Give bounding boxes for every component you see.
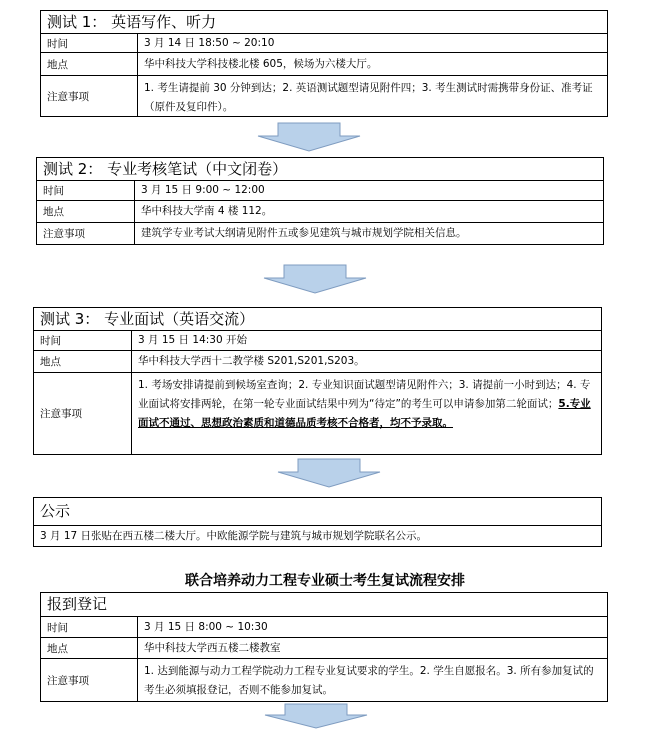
place-label: 地点 bbox=[37, 201, 135, 222]
registration-notes: 1. 达到能源与动力工程学院动力工程专业复试要求的学生。2. 学生自愿报名。3. 所有参加复试的考生必须填报登记，否则不能参加复试。 bbox=[144, 665, 594, 696]
test-2-notes: 建筑学专业考试大纲请见附件五或参见建筑与城市规划学院相关信息。 bbox=[141, 227, 467, 239]
test-2-place: 华中科技大学南 4 楼 112。 bbox=[141, 205, 273, 217]
time-label: 时间 bbox=[37, 181, 135, 200]
notes-label: 注意事项 bbox=[34, 373, 132, 454]
test-3-notes-row bbox=[34, 373, 601, 454]
registration-table bbox=[40, 592, 608, 702]
test-2-time: 3 月 15 日 9:00 ~ 12:00 bbox=[141, 184, 265, 196]
test-1-time-row bbox=[41, 34, 607, 53]
notes-label: 注意事项 bbox=[41, 76, 138, 116]
test-3-place: 华中科技大学西十二教学楼 S201,S201,S203。 bbox=[138, 355, 365, 367]
down-arrow-icon bbox=[262, 264, 368, 294]
test-3-place-row bbox=[34, 351, 601, 373]
place-label: 地点 bbox=[34, 351, 132, 372]
place-label: 地点 bbox=[41, 53, 138, 75]
notice-table bbox=[33, 497, 602, 547]
test-1-notes-row bbox=[41, 76, 607, 116]
down-arrow-icon bbox=[263, 703, 369, 729]
test-3-header: 测试 3： 专业面试（英语交流） bbox=[34, 308, 601, 331]
down-arrow-icon bbox=[276, 458, 382, 488]
time-label: 时间 bbox=[41, 34, 138, 52]
test-1-table bbox=[40, 10, 608, 117]
test-3-notes bbox=[132, 373, 601, 454]
registration-notes-row bbox=[41, 659, 607, 701]
test-3-notes-text: 1. 考场安排请提前到候场室查询；2. 专业知识面试题型请见附件六；3. 请提前一小时到达；4. 专业面试将安排两轮，在第一轮专业面试结果中列为“待定”的考生可以申请参加第二轮面试； bbox=[138, 379, 591, 410]
test-1-place: 华中科技大学科技楼北楼 605，候场为六楼大厅。 bbox=[144, 57, 378, 70]
registration-time-row bbox=[41, 617, 607, 638]
registration-time: 3 月 15 日 8:00 ~ 10:30 bbox=[144, 620, 268, 633]
time-label: 时间 bbox=[41, 617, 138, 637]
notice-row bbox=[34, 526, 601, 546]
test-3-notes-warning: 5.专业面试不通过、思想政治素质和道德品质考核不合格者，均不予录取。 bbox=[138, 398, 591, 429]
test-2-table bbox=[36, 157, 604, 245]
test-1-time: 3 月 14 日 18:50 ~ 20:10 bbox=[144, 36, 275, 49]
time-label: 时间 bbox=[34, 331, 132, 350]
registration-place-row bbox=[41, 638, 607, 659]
notice-header: 公示 bbox=[34, 498, 601, 526]
test-1-place-row bbox=[41, 53, 607, 76]
test-2-header: 测试 2： 专业考核笔试（中文闭卷） bbox=[37, 158, 603, 181]
test-2-time-row bbox=[37, 181, 603, 201]
section-title: 联合培养动力工程专业硕士考生复试流程安排 bbox=[185, 573, 465, 589]
test-1-notes: 1. 考生请提前 30 分钟到达；2. 英语测试题型请见附件四；3. 考生测试时需携带身份证、准考证（原件及复印件）。 bbox=[144, 82, 593, 113]
test-3-time-row bbox=[34, 331, 601, 351]
down-arrow-icon bbox=[256, 122, 362, 152]
notice-text: 3 月 17 日张贴在西五楼二楼大厅。中欧能源学院与建筑与城市规划学院联名公示。 bbox=[40, 529, 428, 542]
test-2-notes-row bbox=[37, 223, 603, 244]
registration-place: 华中科技大学西五楼二楼教室 bbox=[144, 641, 281, 654]
place-label: 地点 bbox=[41, 638, 138, 658]
test-2-place-row bbox=[37, 201, 603, 223]
test-1-header: 测试 1： 英语写作、听力 bbox=[41, 11, 607, 34]
notes-label: 注意事项 bbox=[41, 659, 138, 701]
notes-label: 注意事项 bbox=[37, 223, 135, 244]
test-3-table bbox=[33, 307, 602, 455]
test-3-time: 3 月 15 日 14:30 开始 bbox=[138, 334, 247, 346]
registration-header: 报到登记 bbox=[41, 593, 607, 617]
